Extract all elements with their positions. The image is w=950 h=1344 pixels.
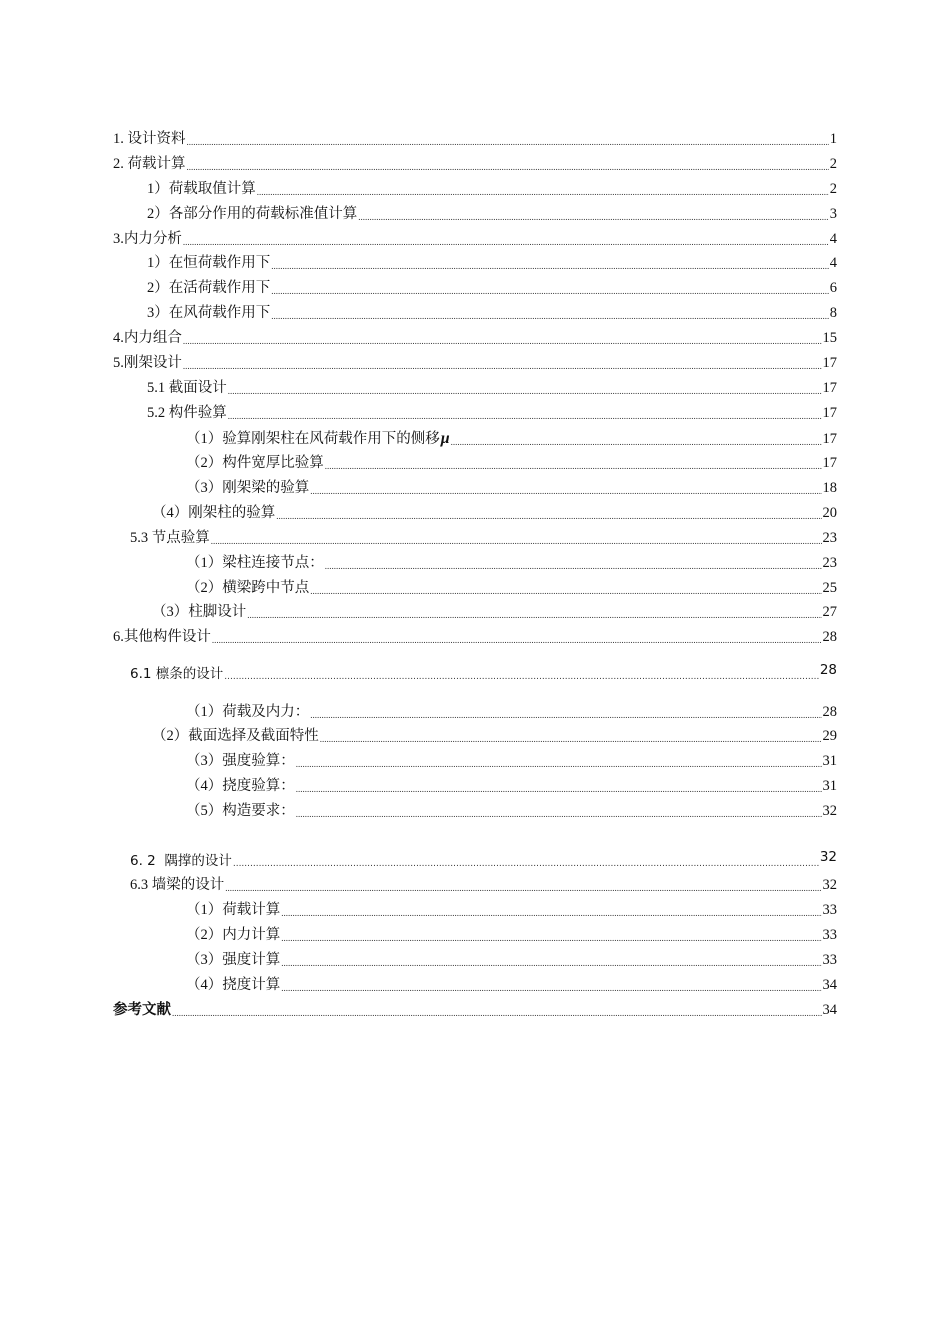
toc-entry-title: 6.1 檩条的设计	[130, 666, 224, 682]
toc-entry-title: （3）刚架梁的验算	[186, 480, 310, 496]
toc-entry[interactable]	[113, 227, 837, 249]
toc-entry-title: 5.刚架设计	[113, 355, 182, 371]
toc-entry[interactable]	[130, 662, 837, 684]
toc-entry-page: 29	[822, 728, 837, 744]
toc-entry[interactable]	[147, 202, 837, 224]
toc-entry[interactable]	[147, 301, 837, 323]
toc-dot-leader	[358, 210, 829, 224]
toc-entry[interactable]	[186, 749, 837, 771]
toc-dot-leader	[257, 185, 829, 199]
toc-entry-page: 2	[829, 156, 837, 172]
toc-entry[interactable]	[147, 401, 837, 423]
toc-dot-leader	[228, 384, 822, 398]
toc-entry-title: （4）挠度验算：	[186, 778, 295, 794]
toc-entry[interactable]	[186, 427, 837, 449]
toc-entry[interactable]	[130, 873, 837, 895]
toc-entry-page: 34	[822, 1002, 837, 1018]
toc-dot-leader	[247, 608, 821, 622]
toc-entry-page: 6	[829, 280, 837, 296]
toc-dot-leader	[212, 633, 822, 647]
toc-entry[interactable]	[113, 351, 837, 373]
toc-entry-title: 2. 荷载计算	[113, 156, 186, 172]
toc-dot-leader	[271, 309, 829, 323]
toc-entry[interactable]	[186, 774, 837, 796]
toc-dot-leader	[281, 956, 821, 970]
toc-entry-page: 25	[822, 580, 837, 596]
mu-symbol: μ	[440, 430, 450, 447]
toc-dot-leader	[225, 881, 821, 895]
toc-entry-title: （2）内力计算	[186, 927, 281, 943]
toc-entry-title: 1. 设计资料	[113, 131, 186, 147]
toc-entry-title: 2）各部分作用的荷载标准值计算	[147, 206, 358, 222]
toc-entry[interactable]	[113, 326, 837, 348]
toc-entry-title: 3）在风荷载作用下	[147, 305, 271, 321]
toc-entry-page: 33	[822, 927, 837, 943]
toc-entry-page: 17	[822, 355, 837, 371]
toc-entry[interactable]	[186, 898, 837, 920]
toc-entry[interactable]	[147, 376, 837, 398]
toc-dot-leader	[281, 981, 821, 995]
toc-entry[interactable]	[186, 476, 837, 498]
toc-entry[interactable]	[152, 600, 837, 622]
toc-entry-title: （3）强度计算	[186, 952, 281, 968]
toc-entry-title: （2）横梁跨中节点	[186, 580, 310, 596]
toc-entry-title: （1）验算刚架柱在风荷载作用下的侧移	[186, 431, 440, 447]
toc-entry-page: 2	[829, 181, 837, 197]
toc-entry-title: 6.3 墙梁的设计	[130, 877, 225, 893]
toc-entry-title: （1）荷载计算	[186, 902, 281, 918]
toc-entry-page: 23	[822, 530, 837, 546]
toc-dot-leader	[233, 857, 819, 871]
toc-dot-leader	[271, 259, 829, 273]
toc-entry-page: 20	[822, 505, 837, 521]
toc-dot-leader	[183, 235, 829, 249]
toc-entry-title: 2）在活荷载作用下	[147, 280, 271, 296]
toc-entry-page: 17	[822, 431, 837, 447]
toc-dot-leader	[310, 708, 821, 722]
toc-dot-leader	[228, 409, 822, 423]
toc-entry-title: 5.2 构件验算	[147, 405, 227, 421]
toc-entry-page: 23	[822, 555, 837, 571]
toc-dot-leader	[296, 807, 822, 821]
toc-entry[interactable]	[113, 152, 837, 174]
toc-entry[interactable]	[186, 973, 837, 995]
toc-entry[interactable]	[130, 526, 837, 548]
toc-entry-title: （4）刚架柱的验算	[152, 505, 276, 521]
toc-entry-title: （3）强度验算：	[186, 753, 295, 769]
toc-entry[interactable]	[113, 127, 837, 149]
toc-entry[interactable]	[130, 849, 837, 871]
toc-entry-page: 28	[822, 629, 837, 645]
toc-dot-leader	[211, 534, 822, 548]
toc-dot-leader	[183, 359, 822, 373]
toc-dot-leader	[187, 135, 829, 149]
toc-entry-title: （2）截面选择及截面特性	[152, 728, 319, 744]
toc-dot-leader	[281, 906, 821, 920]
toc-entry[interactable]	[186, 551, 837, 573]
toc-entry-title: （3）柱脚设计	[152, 604, 247, 620]
toc-entry[interactable]	[186, 700, 837, 722]
toc-dot-leader	[224, 670, 819, 684]
toc-entry[interactable]	[186, 948, 837, 970]
toc-entry-page: 31	[822, 753, 837, 769]
toc-entry-page: 17	[822, 405, 837, 421]
toc-entry-page: 17	[822, 380, 837, 396]
toc-dot-leader	[296, 782, 822, 796]
toc-dot-leader	[172, 1006, 822, 1020]
toc-dot-leader	[310, 484, 821, 498]
toc-entry[interactable]	[186, 799, 837, 821]
toc-entry-page: 34	[822, 977, 837, 993]
toc-entry[interactable]	[113, 625, 837, 647]
toc-dot-leader	[451, 435, 822, 449]
toc-dot-leader	[281, 931, 821, 945]
toc-entry-page: 32	[822, 877, 837, 893]
toc-entry-page: 28	[819, 662, 837, 678]
toc-dot-leader	[276, 509, 821, 523]
toc-dot-leader	[183, 334, 822, 348]
toc-entry[interactable]	[147, 276, 837, 298]
toc-entry-title: 1）在恒荷载作用下	[147, 255, 271, 271]
toc-entry[interactable]	[186, 451, 837, 473]
toc-entry-page: 27	[822, 604, 837, 620]
toc-entry-title: （1）荷载及内力：	[186, 704, 310, 720]
toc-entry[interactable]	[152, 724, 837, 746]
toc-entry-page: 3	[829, 206, 837, 222]
toc-dot-leader	[325, 559, 822, 573]
toc-entry-page: 31	[822, 778, 837, 794]
toc-entry-title: （5）构造要求：	[186, 803, 295, 819]
toc-entry-page: 28	[822, 704, 837, 720]
toc-entry-page: 1	[829, 131, 837, 147]
toc-entry-page: 18	[822, 480, 837, 496]
toc-entry[interactable]	[186, 923, 837, 945]
toc-entry[interactable]	[113, 998, 837, 1020]
toc-entry[interactable]	[152, 501, 837, 523]
toc-entry-page: 8	[829, 305, 837, 321]
toc-dot-leader	[310, 584, 821, 598]
toc-entry-page: 15	[822, 330, 837, 346]
toc-entry-page: 4	[829, 231, 837, 247]
toc-entry[interactable]	[186, 576, 837, 598]
toc-entry-title: 5.3 节点验算	[130, 530, 210, 546]
toc-entry-title: （1）梁柱连接节点：	[186, 555, 324, 571]
toc-entry-title: 6. 2 隅撑的设计	[130, 853, 232, 869]
toc-entry[interactable]	[147, 251, 837, 273]
toc-entry-page: 33	[822, 952, 837, 968]
toc-entry-title: 参考文献	[113, 1002, 171, 1018]
toc-entry-page: 4	[829, 255, 837, 271]
toc-entry-title: 4.内力组合	[113, 330, 182, 346]
toc-entry-title: （2）构件宽厚比验算	[186, 455, 324, 471]
toc-entry[interactable]	[147, 177, 837, 199]
toc-dot-leader	[271, 284, 829, 298]
toc-dot-leader	[325, 459, 822, 473]
toc-entry-title: 3.内力分析	[113, 231, 182, 247]
toc-dot-leader	[320, 732, 822, 746]
toc-entry-page: 33	[822, 902, 837, 918]
toc-entry-title: 1）荷载取值计算	[147, 181, 256, 197]
toc-entry-title: 5.1 截面设计	[147, 380, 227, 396]
toc-entry-title: 6.其他构件设计	[113, 629, 211, 645]
toc-dot-leader	[187, 160, 829, 174]
toc-entry-page: 32	[822, 803, 837, 819]
toc-dot-leader	[296, 757, 822, 771]
toc-entry-page: 32	[819, 849, 837, 865]
toc-entry-title: （4）挠度计算	[186, 977, 281, 993]
toc-entry-page: 17	[822, 455, 837, 471]
